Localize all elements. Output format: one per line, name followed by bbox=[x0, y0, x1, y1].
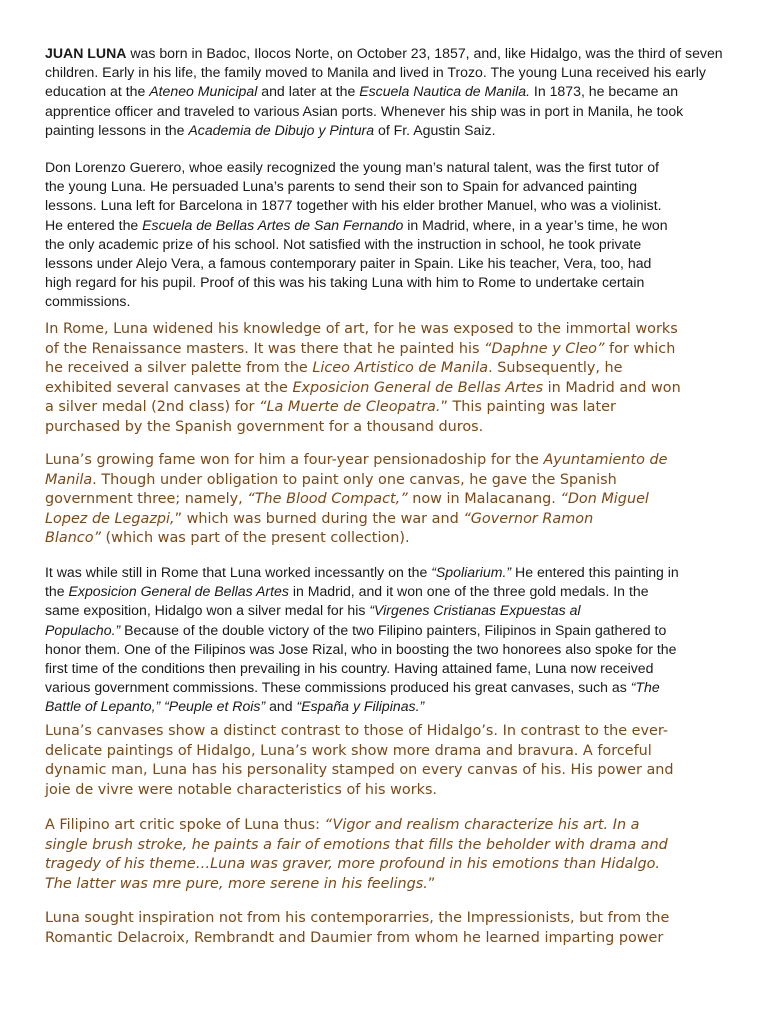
text-line: exhibited several canvases at the Exposicion General de Bellas Artes in Madrid and won bbox=[45, 379, 681, 396]
text-line: lessons. Luna left for Barcelona in 1877 together with his elder brother Manuel, who was a violinist. bbox=[45, 197, 662, 214]
text-line: A Filipino art critic spoke of Luna thus: “Vigor and realism characterize his art. In a bbox=[45, 817, 640, 833]
text-line: education at the Ateneo Municipal and later at the Escuela Nautica de Manila. In 1873, he became an bbox=[45, 83, 679, 100]
paragraph-contrast bbox=[45, 722, 735, 800]
text-line: JUAN LUNA was born in Badoc, Ilocos Norte, on October 23, 1857, and, like Hidalgo, was the third of seven bbox=[45, 45, 723, 61]
text-line: of the Renaissance masters. It was there that he painted his “Daphne y Cleo” for which bbox=[45, 340, 676, 357]
text-line: various government commissions. These commissions produced his great canvases, such as “The bbox=[45, 679, 660, 696]
text-line: dynamic man, Luna has his personality stamped on every canvas of his. His power and bbox=[45, 762, 674, 779]
paragraph-spoliarium bbox=[45, 563, 735, 717]
text-line: He entered the Escuela de Bellas Artes de San Fernando in Madrid, where, in a year’s time, he won bbox=[45, 216, 668, 233]
text-line: same exposition, Hidalgo won a silver medal for his “Virgenes Cristianas Expuestas al bbox=[45, 602, 581, 619]
text-line: lessons under Alejo Vera, a famous contemporary paiter in Spain. Like his teacher, Vera, too, had bbox=[45, 255, 652, 272]
paragraph-critic bbox=[45, 816, 735, 894]
text-line: the Exposicion General de Bellas Artes in Madrid, and it won one of the three gold medals. In the bbox=[45, 583, 649, 600]
text-line: joie de vivre were notable characteristics of his works. bbox=[45, 781, 438, 798]
paragraph-education bbox=[45, 158, 735, 312]
text-line: a silver medal (2nd class) for “La Muerte de Cleopatra.” This painting was later bbox=[45, 399, 616, 416]
text-line: Luna sought inspiration not from his contemporarries, the Impressionists, but from the bbox=[45, 910, 670, 926]
text-line: purchased by the Spanish government for a thousand duros. bbox=[45, 418, 484, 435]
text-line: commissions. bbox=[45, 293, 131, 310]
text-line: painting lessons in the Academia de Dibujo y Pintura of Fr. Agustin Saiz. bbox=[45, 121, 496, 138]
paragraph-inspiration bbox=[45, 909, 735, 948]
text-line: Manila. Though under obligation to paint only one canvas, he gave the Spanish bbox=[45, 471, 617, 488]
text-line: first time of the conditions then prevailing in his country. Having attained fame, Luna now received bbox=[45, 660, 654, 677]
paragraph-birth bbox=[45, 44, 735, 140]
text-line: Romantic Delacroix, Rembrandt and Daumier from whom he learned imparting power bbox=[45, 929, 664, 946]
text-line: government three; namely, “The Blood Compact,” now in Malacanang. “Don Miguel bbox=[45, 491, 649, 508]
paragraph-pension bbox=[45, 451, 735, 549]
text-line: delicate paintings of Hidalgo, Luna’s work show more drama and bravura. A forceful bbox=[45, 742, 652, 759]
text-line: high regard for his pupil. Proof of this was his taking Luna with him to Rome to undertake certain bbox=[45, 274, 645, 291]
text-line: honor them. One of the Filipinos was Jose Rizal, who in boosting the two honorees also spoke for the bbox=[45, 640, 677, 657]
text-line: the only academic prize of his school. Not satisfied with the instruction in school, he took private bbox=[45, 235, 642, 252]
text-line: The latter was mre pure, more serene in his feelings.” bbox=[45, 875, 436, 892]
text-line: In Rome, Luna widened his knowledge of art, for he was exposed to the immortal works bbox=[45, 321, 678, 337]
text-line: he received a silver palette from the Liceo Artistico de Manila. Subsequently, he bbox=[45, 360, 623, 377]
paragraph-rome bbox=[45, 320, 735, 438]
text-line: apprentice officer and traveled to various Asian ports. Whenever his ship was in port in Manila, he took bbox=[45, 102, 684, 119]
text-line: It was while still in Rome that Luna worked incessantly on the “Spoliarium.” He entered this painting in bbox=[45, 564, 679, 580]
text-line: Battle of Lepanto,” “Peuple et Rois” and “España y Filipinas.” bbox=[45, 698, 425, 715]
text-line: Don Lorenzo Guerero, whoe easily recognized the young man’s natural talent, was the first tutor of bbox=[45, 159, 659, 175]
name-bold: JUAN LUNA bbox=[45, 45, 127, 61]
text-line: tragedy of his theme…Luna was graver, more profound in his emotions than Hidalgo. bbox=[45, 856, 661, 873]
text-line: single brush stroke, he paints a fair of emotions that fills the beholder with drama and bbox=[45, 836, 668, 853]
text-line: Lopez de Legazpi,” which was burned during the war and “Governor Ramon bbox=[45, 510, 594, 527]
text-line: Luna’s canvases show a distinct contrast to those of Hidalgo’s. In contrast to the ever- bbox=[45, 723, 669, 739]
text-line: the young Luna. He persuaded Luna’s parents to send their son to Spain for advanced painting bbox=[45, 178, 638, 195]
text-line: Populacho.” Because of the double victory of the two Filipino painters, Filipinos in Spain gathered to bbox=[45, 621, 667, 638]
text-line: Blanco” (which was part of the present collection). bbox=[45, 530, 410, 547]
text-line: Luna’s growing fame won for him a four-year pensionadoship for the Ayuntamiento de bbox=[45, 452, 668, 468]
text-line: children. Early in his life, the family moved to Manila and lived in Trozo. The young Luna received his early bbox=[45, 64, 706, 81]
